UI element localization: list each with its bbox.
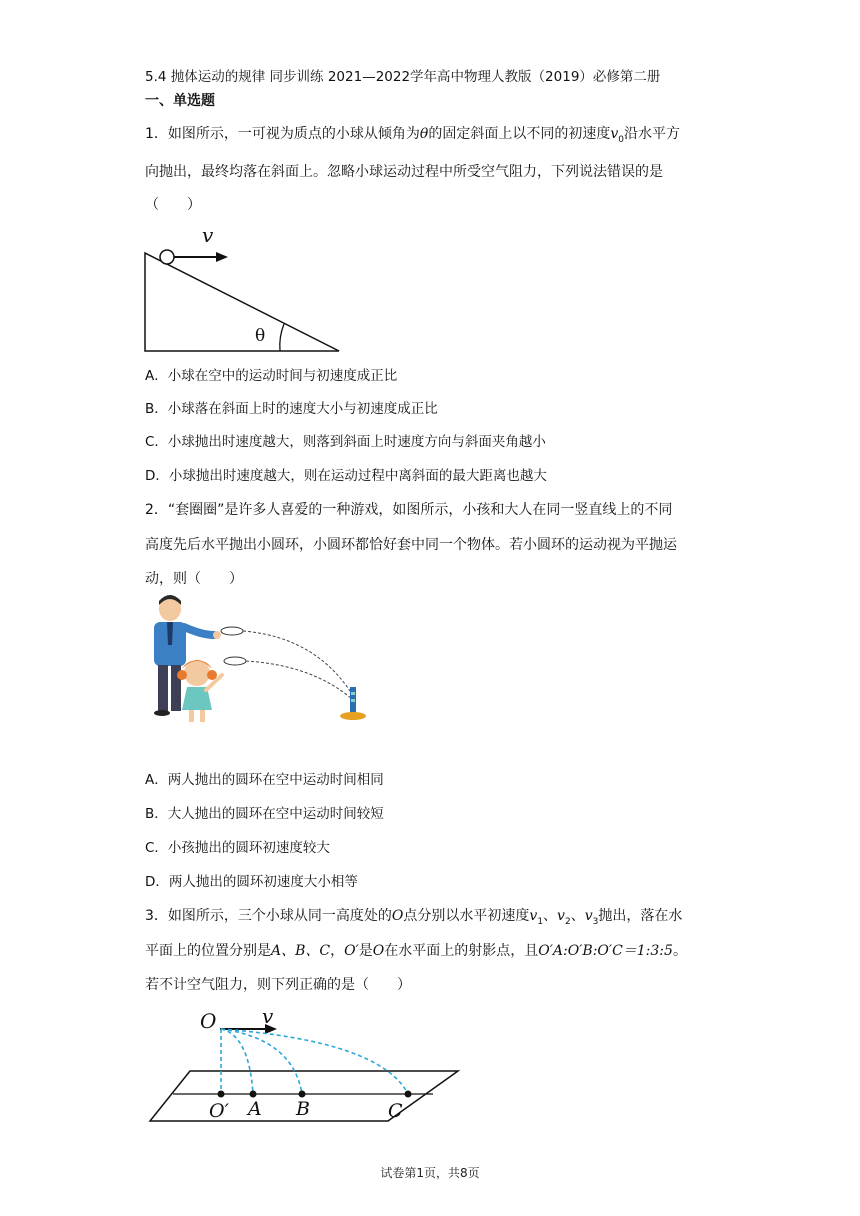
q3-figure-projectiles xyxy=(145,1005,475,1155)
point-C xyxy=(405,1091,412,1098)
point-A xyxy=(250,1091,257,1098)
point-O-label: O xyxy=(200,1009,217,1033)
upper-ring xyxy=(221,627,243,635)
trajectory-B xyxy=(221,1029,302,1094)
q1-option-b: B．小球落在斜面上时的速度大小与初速度成正比 xyxy=(145,401,438,417)
velocity-label: v xyxy=(262,1004,274,1028)
lower-trajectory xyxy=(246,661,352,699)
q1-option-a: A．小球在空中的运动时间与初速度成正比 xyxy=(145,368,398,384)
point-C-label: C xyxy=(388,1100,403,1122)
q1-option-c: C．小球抛出时速度越大，则落到斜面上时速度方向与斜面夹角越小 xyxy=(145,434,546,450)
q1-option-d: D．小球抛出时速度越大，则在运动过程中离斜面的最大距离也越大 xyxy=(145,468,547,484)
point-B-label: B xyxy=(296,1098,310,1120)
q3-line1: 3．如图所示，三个小球从同一高度处的O点分别以水平初速度$v_1$、$v_2$、$v_3$抛出，落在水 xyxy=(145,908,683,927)
point-Oprime-label: O′ xyxy=(209,1100,229,1122)
trajectory-C xyxy=(221,1029,408,1094)
section-heading: 一、单选题 xyxy=(145,93,215,109)
q2-option-d: D．两人抛出的圆环初速度大小相等 xyxy=(145,874,358,890)
q2-option-b: B．大人抛出的圆环在空中运动时间较短 xyxy=(145,806,384,822)
q1-line2: 向抛出，最终均落在斜面上。忽略小球运动过程中所受空气阻力，下列说法错误的是 xyxy=(145,164,663,180)
page-footer: 试卷第1页，共8页 xyxy=(380,1166,480,1180)
q2-figure-ring-toss xyxy=(142,595,382,730)
point-Oprime xyxy=(218,1091,225,1098)
q2-option-a: A．两人抛出的圆环在空中运动时间相同 xyxy=(145,772,384,788)
point-A-label: A xyxy=(248,1098,262,1120)
angle-arc xyxy=(280,324,284,351)
angle-label: θ xyxy=(255,326,266,346)
velocity-label: v xyxy=(202,223,214,247)
q2-line2: 高度先后水平抛出小圆环，小圆环都恰好套中同一个物体。若小圆环的运动视为平抛运 xyxy=(145,537,677,553)
q2-line1: 2．“套圈圈”是许多人喜爱的一种游戏，如图所示，小孩和大人在同一竖直线上的不同 xyxy=(145,502,673,518)
q2-option-c: C．小孩抛出的圆环初速度较大 xyxy=(145,840,330,856)
trajectory-A xyxy=(221,1029,253,1094)
q3-line3: 若不计空气阻力，则下列正确的是（ ） xyxy=(145,977,411,993)
ball xyxy=(160,250,174,264)
q1-line1: 1．如图所示，一可视为质点的小球从倾角为θ的固定斜面上以不同的初速度$v_0$沿水平方 xyxy=(145,126,680,145)
point-B xyxy=(299,1091,306,1098)
upper-trajectory xyxy=(243,631,354,697)
q1-line3: （ ） xyxy=(145,197,201,213)
q3-line2: 平面上的位置分别是A、B、C，O′是O在水平面上的射影点，且O′A:O′B:O′C＝1:3:5。 xyxy=(145,943,687,959)
q1-figure-incline xyxy=(140,220,360,360)
incline-triangle xyxy=(145,253,339,351)
lower-ring xyxy=(224,657,246,665)
document-title: 5.4 抛体运动的规律 同步训练 2021—2022学年高中物理人教版（2019）必修第二册 xyxy=(145,69,661,85)
child-figure xyxy=(177,660,222,722)
target-object xyxy=(340,687,366,720)
q2-line3: 动，则（ ） xyxy=(145,571,243,587)
